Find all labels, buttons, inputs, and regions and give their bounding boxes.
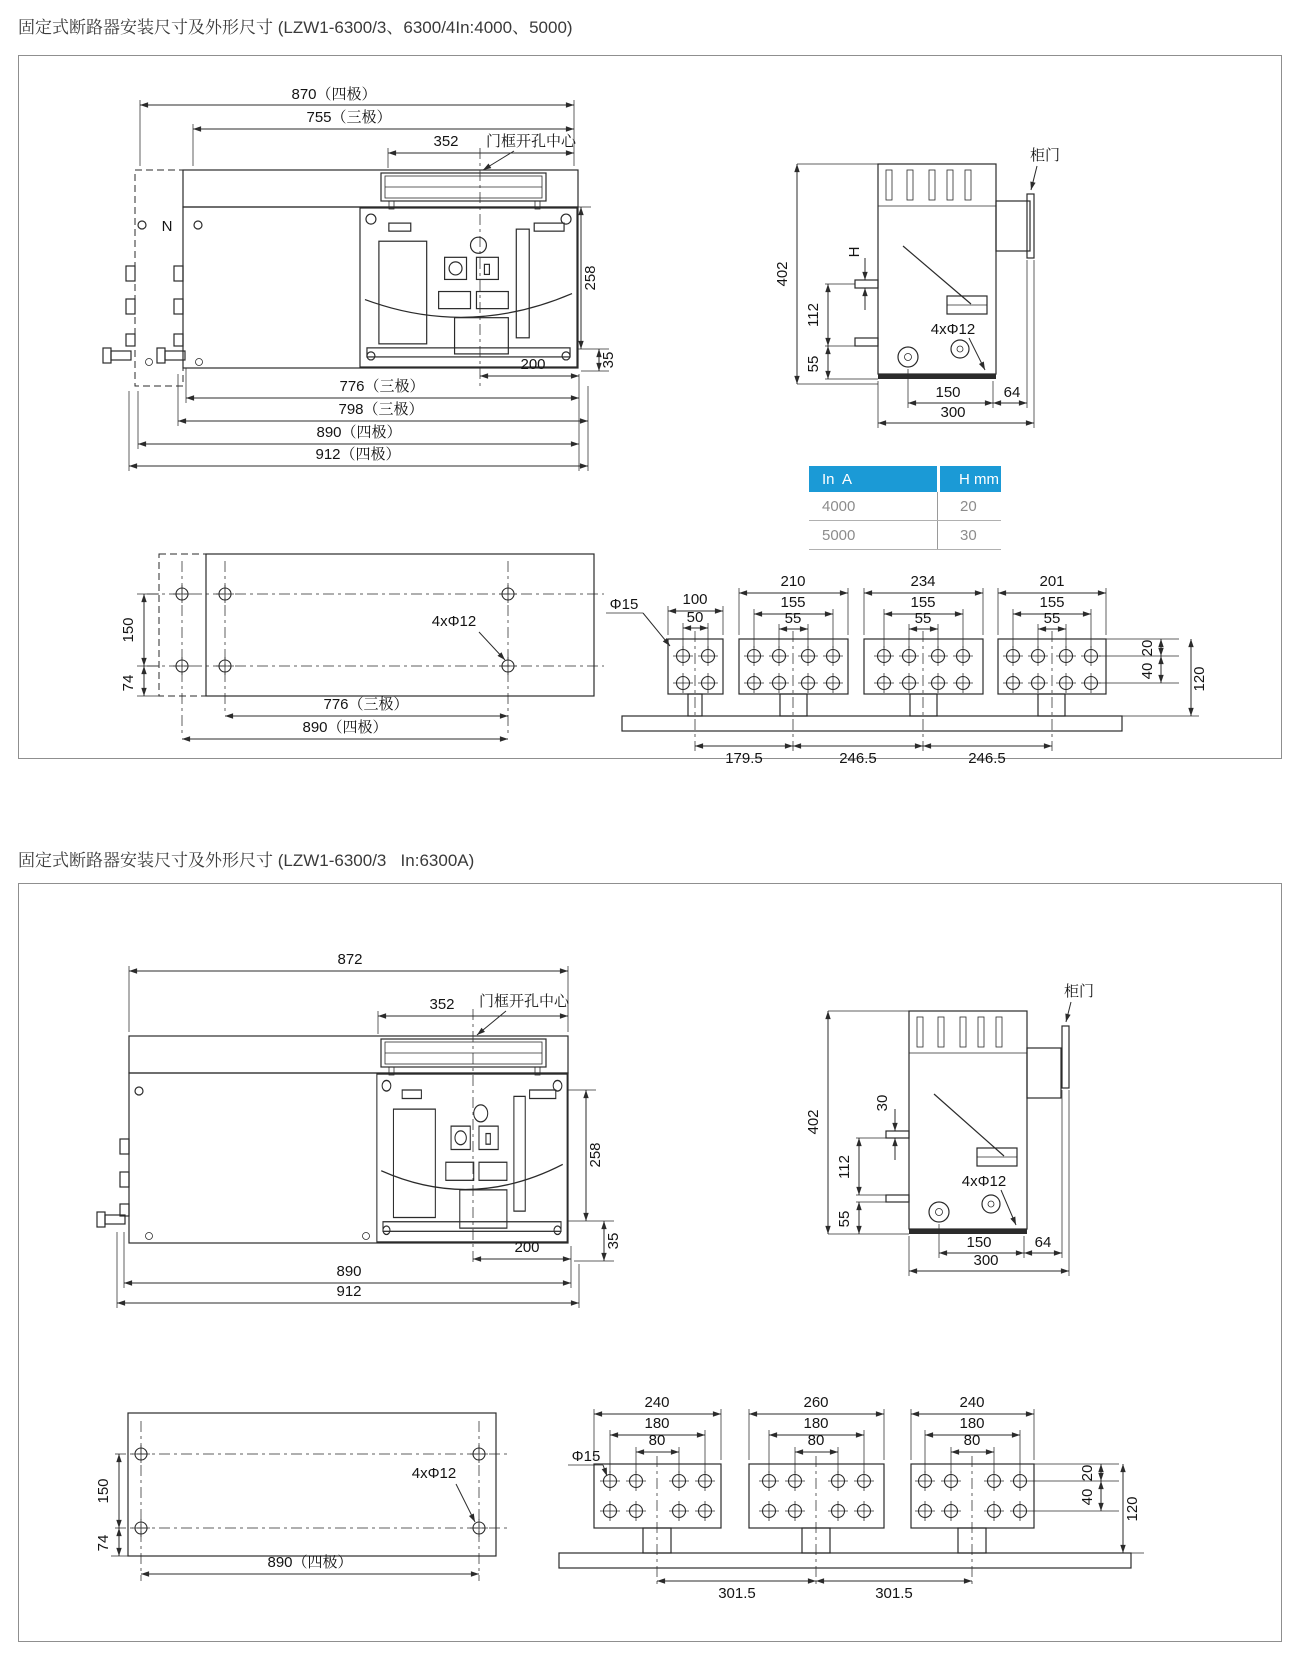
dim-55: 55 [805, 355, 822, 373]
spec-h-value: 30 [937, 521, 1001, 549]
spec-row-5000 [809, 521, 1001, 550]
dim-200: 200 [520, 356, 546, 373]
dim-bus-120: 120 [1124, 1496, 1141, 1522]
dim-150: 150 [935, 384, 961, 401]
dim-798-3p: 798（三极） [338, 401, 424, 418]
dim-bus4-55: 55 [1043, 610, 1061, 627]
cabinet-door-plane [1062, 1026, 1069, 1088]
plate-outline [128, 1413, 496, 1556]
dim-bus-20: 20 [1079, 1464, 1096, 1482]
dim-890-4p: 890（四极） [316, 424, 402, 441]
dim-spacing-246a: 246.5 [839, 750, 877, 767]
dim-912-4p: 912（四极） [315, 446, 401, 463]
dim-bus3-240: 240 [959, 1394, 985, 1411]
dim-300: 300 [940, 404, 966, 421]
mounting-plate-1 [120, 554, 604, 739]
dim-150-plate: 150 [95, 1478, 112, 1504]
dim-bus2-55: 55 [784, 610, 802, 627]
phi15-label: Φ15 [609, 596, 639, 613]
plate-outline [206, 554, 594, 696]
dim-55: 55 [836, 1210, 853, 1228]
dim-74-plate: 74 [95, 1534, 112, 1552]
dim-bus2-80: 80 [807, 1432, 825, 1449]
dim-35: 35 [605, 1232, 622, 1250]
mount-holes-label: 4xΦ12 [961, 1173, 1007, 1190]
spec-h-value: 20 [937, 492, 1001, 520]
dim-bus3-55: 55 [914, 610, 932, 627]
n-pole-label: N [161, 218, 173, 235]
cabinet-door-label: 柜门 [1029, 147, 1061, 164]
dim-bus2-210: 210 [780, 573, 806, 590]
side-view-1 [774, 146, 1060, 428]
dim-112: 112 [805, 303, 822, 327]
control-panel-face [360, 208, 577, 367]
dim-bus3-180: 180 [959, 1415, 985, 1432]
front-view-2 [97, 951, 622, 1308]
phi15-label: Φ15 [571, 1448, 601, 1465]
door-hole-center-label: 门框开孔中心 [485, 133, 577, 150]
mounting-plate-2 [95, 1413, 509, 1581]
dim-352: 352 [433, 133, 459, 150]
dim-776-plate: 776（三极） [323, 696, 409, 713]
cabinet-door-label: 柜门 [1063, 983, 1095, 1000]
section1-panel [18, 55, 1282, 767]
dim-890-plate: 890（四极） [302, 719, 388, 736]
in-h-spec-table [809, 466, 1001, 550]
busbar-view-2 [559, 1394, 1144, 1602]
dim-872: 872 [337, 951, 363, 968]
dim-64: 64 [1003, 384, 1021, 401]
dim-spacing-301b: 301.5 [875, 1585, 913, 1602]
spec-col-in: In A [809, 466, 937, 492]
dim-870-4p: 870（四极） [291, 86, 377, 103]
dim-755-3p: 755（三极） [306, 109, 392, 126]
door-hole-center-label: 门框开孔中心 [478, 993, 570, 1010]
section2-panel [18, 883, 1282, 1642]
dim-bus-40: 40 [1079, 1488, 1096, 1506]
plate-holes-label: 4xΦ12 [411, 1465, 457, 1482]
front-view-1 [103, 85, 617, 471]
dim-402: 402 [805, 1109, 822, 1135]
dim-352: 352 [429, 996, 455, 1013]
spec-row-4000 [809, 492, 1001, 521]
n-pole-dashed-outline [135, 170, 183, 386]
spec-in-value: 5000 [822, 526, 856, 544]
dim-spacing-301a: 301.5 [718, 1585, 756, 1602]
dim-64: 64 [1034, 1234, 1052, 1251]
dim-bus-40: 40 [1139, 662, 1156, 680]
dim-H: H [846, 246, 863, 258]
dim-bus2-155: 155 [780, 594, 806, 611]
section2-title: 固定式断路器安装尺寸及外形尺寸 (LZW1-6300/3 In:6300A) [18, 851, 475, 870]
dim-bus1-180: 180 [644, 1415, 670, 1432]
dim-bus1-80: 80 [648, 1432, 666, 1449]
side-body-outline [878, 164, 996, 374]
dim-150-plate: 150 [120, 617, 137, 643]
dim-bus1-240: 240 [644, 1394, 670, 1411]
section1-title: 固定式断路器安装尺寸及外形尺寸 (LZW1-6300/3、6300/4In:4000、5000) [18, 18, 573, 37]
dim-890: 890 [336, 1263, 362, 1280]
dim-300: 300 [973, 1252, 999, 1269]
dim-112: 112 [836, 1155, 853, 1179]
dim-150: 150 [966, 1234, 992, 1251]
side-view-2 [805, 982, 1094, 1276]
dim-bus4-201: 201 [1039, 573, 1065, 590]
plate-holes-label: 4xΦ12 [431, 613, 477, 630]
dim-bus3-234: 234 [910, 573, 936, 590]
section1-drawing-svg [19, 56, 1281, 767]
dim-bus1-100: 100 [682, 591, 708, 608]
dim-bus1-50: 50 [686, 609, 704, 626]
dim-258: 258 [587, 1142, 604, 1168]
busbar-base [622, 716, 1122, 731]
dim-bus-120: 120 [1191, 666, 1208, 692]
busbar-base [559, 1553, 1131, 1568]
side-body-outline [909, 1011, 1027, 1229]
dim-bus2-260: 260 [803, 1394, 829, 1411]
spec-in-value: 4000 [822, 497, 856, 515]
dim-74-plate: 74 [120, 674, 137, 692]
dim-30: 30 [874, 1094, 891, 1112]
dim-200: 200 [514, 1239, 540, 1256]
control-panel-face [377, 1074, 567, 1242]
busbar-view-1 [606, 573, 1208, 767]
dim-258: 258 [582, 265, 599, 291]
dim-bus3-155: 155 [910, 594, 936, 611]
dim-bus2-180: 180 [803, 1415, 829, 1432]
dim-bus3-80: 80 [963, 1432, 981, 1449]
mount-holes-label: 4xΦ12 [930, 321, 976, 338]
dim-402: 402 [774, 261, 791, 287]
spec-table-header [809, 466, 1001, 492]
dim-bus4-155: 155 [1039, 594, 1065, 611]
dim-bus-20: 20 [1139, 639, 1156, 657]
dim-890-plate: 890（四极） [267, 1554, 353, 1571]
breaker-body-outline [129, 1073, 568, 1243]
dim-35: 35 [600, 351, 617, 369]
dim-spacing-179: 179.5 [725, 750, 763, 767]
spec-col-h: H mm [940, 466, 1001, 492]
dim-776-3p: 776（三极） [339, 378, 425, 395]
dim-912: 912 [336, 1283, 362, 1300]
section2-drawing-svg [19, 884, 1281, 1641]
dim-spacing-246b: 246.5 [968, 750, 1006, 767]
